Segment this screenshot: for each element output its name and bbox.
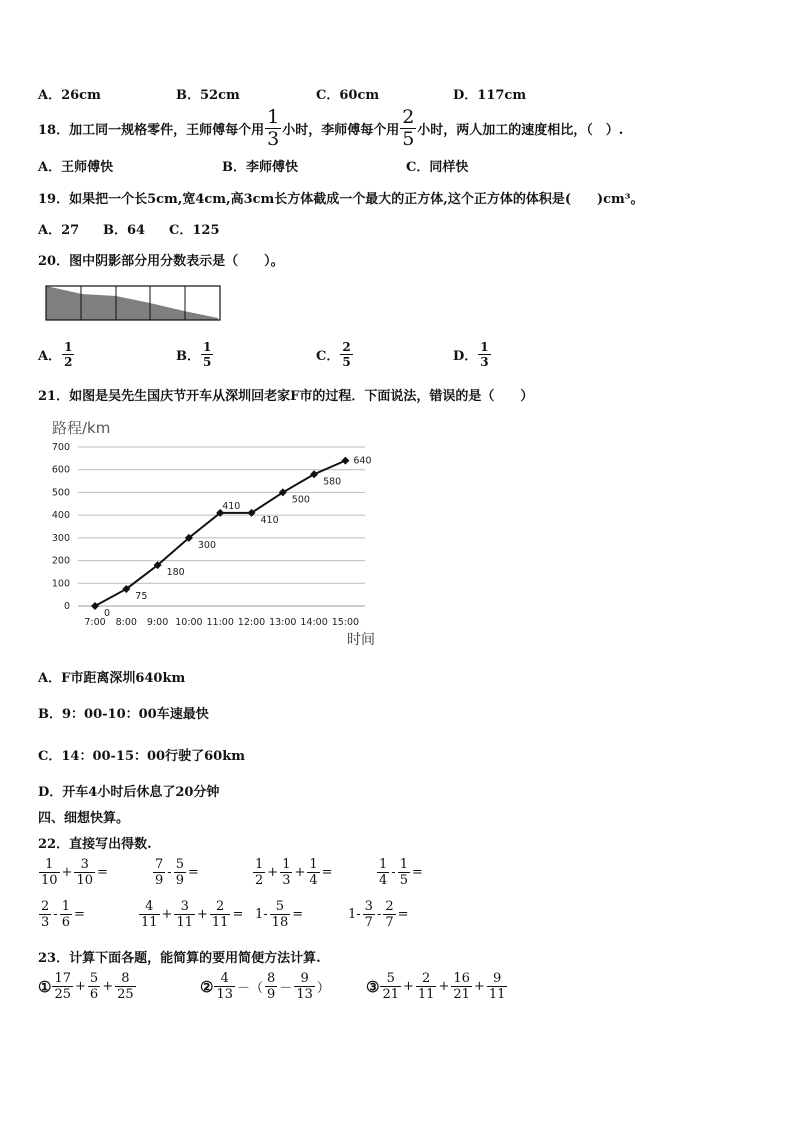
operator: =	[97, 865, 108, 880]
q19-option-b: B．64	[103, 223, 146, 238]
q20-option-d-fraction	[478, 341, 490, 368]
fraction	[214, 972, 235, 1001]
q18-fraction-2	[400, 108, 416, 149]
numerator: 9	[492, 971, 502, 986]
denominator: 11	[176, 915, 193, 930]
data-label: 500	[291, 494, 310, 506]
numerator: 8	[121, 971, 130, 986]
denominator: 9	[175, 873, 184, 888]
denominator: 6	[61, 915, 70, 930]
q22-row1-expr-1	[38, 858, 109, 887]
item-number: ②	[200, 977, 214, 996]
fraction	[270, 900, 291, 929]
q17-option-b: B．52cm	[176, 88, 240, 103]
numerator: 4	[220, 971, 229, 986]
q21-question: 21．如图是吴先生国庆节开车从深圳回老家F市的过程．下面说法，错误的是（ ）	[38, 389, 534, 404]
q22-row1-expr-4	[376, 858, 424, 887]
data-label: 410	[222, 500, 241, 512]
fraction	[487, 972, 508, 1001]
fraction	[380, 972, 401, 1001]
y-tick-label: 0	[63, 601, 70, 612]
numerator: 9	[300, 971, 309, 986]
item-number: ①	[38, 977, 52, 996]
numerator: 5	[275, 899, 285, 914]
operator: +	[197, 907, 208, 922]
q19-question: 19．如果把一个长5cm,宽4cm,高3cm长方体截成一个最大的正方体,这个正方体的体积是( )cm³。	[38, 192, 644, 207]
q20-option-a-label: A．	[38, 349, 62, 364]
operator: =	[321, 865, 333, 880]
q23-question: 23．计算下面各题，能简算的要用简便方法计算.	[38, 951, 321, 966]
q20-option-b-fraction	[201, 341, 213, 368]
q21-option-a: A．F市距离深圳640km	[38, 671, 186, 686]
denominator: 5	[203, 355, 212, 369]
fraction	[253, 858, 265, 887]
q17-option-a: A．26cm	[38, 88, 101, 103]
fraction	[139, 900, 160, 929]
y-tick-label: 100	[51, 578, 70, 590]
operator: +	[267, 865, 279, 880]
q18-mid: 小时，李师傅每个用	[282, 123, 400, 138]
operator: +	[438, 979, 450, 994]
operator: +	[473, 979, 485, 994]
q18-frac1-numerator: 1	[267, 106, 280, 128]
data-point-marker	[341, 457, 349, 465]
fraction	[174, 858, 186, 887]
x-tick-label: 12:00	[237, 617, 266, 628]
fraction	[307, 858, 319, 887]
q22-row2-expr-3	[254, 900, 304, 929]
q19-option-a: A．27	[38, 223, 80, 238]
fraction	[210, 900, 231, 929]
operator: +	[161, 907, 173, 922]
q20-option-c-label: C．	[316, 349, 340, 364]
y-tick-label: 300	[51, 532, 70, 544]
denominator: 4	[379, 873, 388, 888]
denominator: 9	[155, 873, 164, 888]
denominator: 13	[216, 987, 233, 1002]
numerator: 8	[267, 971, 276, 986]
numerator: 3	[180, 899, 189, 914]
q21-option-b: B．9：00-10：00车速最快	[38, 707, 209, 722]
y-axis-label: 路程/km	[52, 419, 111, 437]
q20-option-d-label: D．	[453, 349, 478, 364]
q20-option-b-label: B．	[176, 349, 200, 364]
q21-option-c: C．14：00-15：00行驶了60km	[38, 749, 245, 764]
numerator: 17	[54, 971, 71, 986]
operator: -	[167, 865, 172, 880]
fraction	[280, 858, 292, 887]
operator: 1-	[255, 907, 268, 922]
operator: －（	[237, 981, 264, 996]
fraction	[398, 858, 410, 887]
numerator: 2	[342, 340, 351, 354]
numerator: 3	[80, 857, 89, 872]
q22-row2-expr-2	[138, 900, 244, 929]
q20-option-a	[38, 341, 75, 368]
operator: +	[75, 979, 86, 994]
fraction	[153, 858, 165, 887]
operator: =	[187, 865, 199, 880]
numerator: 5	[89, 971, 99, 986]
q20-option-c	[316, 341, 354, 368]
q20-question: 20．图中阴影部分用分数表示是（ ）。	[38, 254, 284, 269]
numerator: 1	[61, 899, 70, 914]
item-number: ③	[366, 977, 380, 996]
data-point-marker	[91, 602, 99, 610]
numerator: 1	[309, 857, 318, 872]
denominator: 5	[399, 873, 408, 888]
numerator: 1	[255, 857, 264, 872]
denominator: 21	[453, 987, 470, 1002]
denominator: 2	[64, 355, 73, 369]
numerator: 2	[422, 971, 431, 986]
numerator: 5	[175, 857, 184, 872]
fraction	[451, 972, 472, 1001]
numerator: 5	[386, 971, 395, 986]
numerator: 2	[385, 899, 394, 914]
fraction	[265, 972, 277, 1001]
x-axis-label: 时间	[347, 632, 375, 648]
q22-row1-expr-2	[152, 858, 200, 887]
fraction	[383, 900, 395, 929]
x-tick-label: 11:00	[206, 617, 234, 628]
denominator: 11	[417, 987, 435, 1002]
operator: +	[102, 979, 114, 994]
fraction	[377, 858, 389, 887]
operator: -	[53, 907, 58, 922]
y-tick-labels	[52, 442, 70, 612]
data-labels	[104, 456, 372, 619]
fraction	[363, 900, 375, 929]
data-label: 300	[197, 539, 217, 551]
operator: 1-	[348, 907, 361, 922]
operator: -	[376, 907, 382, 922]
q20-option-c-fraction	[340, 341, 352, 368]
q23-expr-1	[38, 972, 137, 1001]
q18-question	[38, 108, 623, 149]
distance-time-chart	[40, 410, 400, 655]
denominator: 5	[342, 355, 351, 369]
operator: +	[403, 979, 414, 994]
q18-option-c: C．同样快	[406, 160, 469, 175]
data-point-marker	[310, 470, 318, 478]
y-tick-label: 200	[51, 555, 70, 567]
numerator: 1	[282, 857, 291, 872]
operator: +	[294, 865, 306, 880]
fraction	[60, 900, 72, 929]
data-label: 580	[323, 476, 342, 488]
x-tick-label: 8:00	[115, 617, 137, 628]
fraction	[294, 972, 315, 1001]
numerator: 1	[203, 340, 212, 354]
denominator: 4	[309, 873, 318, 888]
q18-option-a: A．王师傅快	[38, 160, 114, 175]
q22-row2-expr-1	[38, 900, 86, 929]
data-label: 75	[135, 590, 148, 602]
q17-option-c: C．60cm	[316, 88, 380, 103]
y-tick-label: 400	[51, 510, 70, 522]
denominator: 3	[282, 873, 291, 888]
x-tick-label: 15:00	[331, 617, 360, 628]
x-tick-label: 9:00	[146, 617, 169, 628]
denominator: 3	[480, 355, 489, 369]
operator: =	[411, 865, 423, 880]
denominator: 11	[488, 987, 506, 1002]
numerator: 1	[399, 857, 408, 872]
operator: -	[391, 865, 396, 880]
numerator: 2	[41, 899, 50, 914]
fraction	[115, 972, 136, 1001]
q18-suffix: 小时，两人加工的速度相比，（ ）.	[417, 123, 624, 138]
q20-option-a-fraction	[62, 341, 74, 368]
numerator: 3	[364, 899, 373, 914]
y-tick-label: 700	[51, 442, 70, 453]
fraction	[74, 858, 95, 887]
numerator: 16	[453, 971, 470, 986]
denominator: 6	[89, 987, 99, 1002]
y-tick-label: 500	[51, 487, 70, 499]
denominator: 9	[267, 987, 276, 1002]
x-tick-label: 13:00	[269, 617, 297, 628]
denominator: 21	[382, 987, 399, 1002]
q20-option-b	[176, 341, 214, 368]
denominator: 25	[54, 987, 71, 1002]
section-4-heading: 四、细想快算。	[38, 811, 130, 826]
q18-prefix: 18．加工同一规格零件，王师傅每个用	[38, 123, 265, 138]
denominator: 11	[211, 915, 229, 930]
q22-row1-expr-3	[252, 858, 334, 887]
denominator: 7	[385, 915, 394, 930]
shaded-region	[46, 286, 218, 320]
fraction	[52, 972, 73, 1001]
numerator: 2	[216, 899, 225, 914]
data-label: 0	[104, 608, 111, 619]
data-label: 180	[166, 567, 185, 579]
operator: －	[279, 981, 293, 996]
numerator: 4	[145, 899, 154, 914]
operator: +	[61, 865, 73, 880]
operator: =	[397, 907, 409, 922]
data-label: 410	[260, 514, 279, 526]
q19-option-c: C．125	[169, 223, 220, 238]
numerator: 7	[155, 857, 164, 872]
denominator: 10	[76, 873, 93, 888]
denominator: 10	[41, 873, 58, 888]
q22-row2-expr-4	[347, 900, 410, 929]
q20-option-d	[453, 341, 492, 368]
denominator: 2	[255, 873, 264, 888]
denominator: 18	[271, 915, 289, 930]
fraction	[174, 900, 195, 929]
operator: =	[73, 907, 85, 922]
q18-option-b: B．李师傅快	[222, 160, 298, 175]
q18-frac1-denominator: 3	[267, 128, 280, 150]
data-label: 640	[353, 455, 372, 467]
denominator: 7	[364, 915, 373, 930]
numerator: 1	[45, 857, 54, 872]
q22-question: 22．直接写出得数.	[38, 837, 152, 852]
operator: ）	[316, 981, 330, 996]
denominator: 11	[141, 915, 158, 930]
distance-series-line	[95, 461, 345, 606]
x-tick-label: 10:00	[175, 617, 203, 628]
x-tick-labels	[84, 617, 359, 628]
fraction	[39, 858, 60, 887]
denominator: 13	[296, 987, 313, 1002]
q21-option-d: D．开车4小时后休息了20分钟	[38, 785, 220, 800]
fraction	[416, 972, 437, 1001]
x-tick-label: 14:00	[300, 617, 328, 628]
q18-frac2-numerator: 2	[402, 106, 415, 128]
q23-expr-3	[366, 972, 508, 1001]
q18-fraction-1	[265, 108, 281, 149]
operator: =	[232, 907, 244, 922]
fraction	[88, 972, 100, 1001]
q18-frac2-denominator: 5	[402, 128, 415, 150]
operator: =	[292, 907, 304, 922]
y-tick-label: 600	[51, 464, 70, 476]
numerator: 1	[379, 857, 388, 872]
q23-expr-2	[200, 972, 331, 1001]
numerator: 1	[480, 340, 489, 354]
fraction	[39, 900, 51, 929]
denominator: 25	[117, 987, 134, 1002]
x-tick-label: 7:00	[84, 617, 106, 628]
q20-shaded-figure	[44, 284, 222, 322]
denominator: 3	[41, 915, 50, 930]
q17-option-d: D．117cm	[453, 88, 527, 103]
numerator: 1	[64, 340, 73, 354]
